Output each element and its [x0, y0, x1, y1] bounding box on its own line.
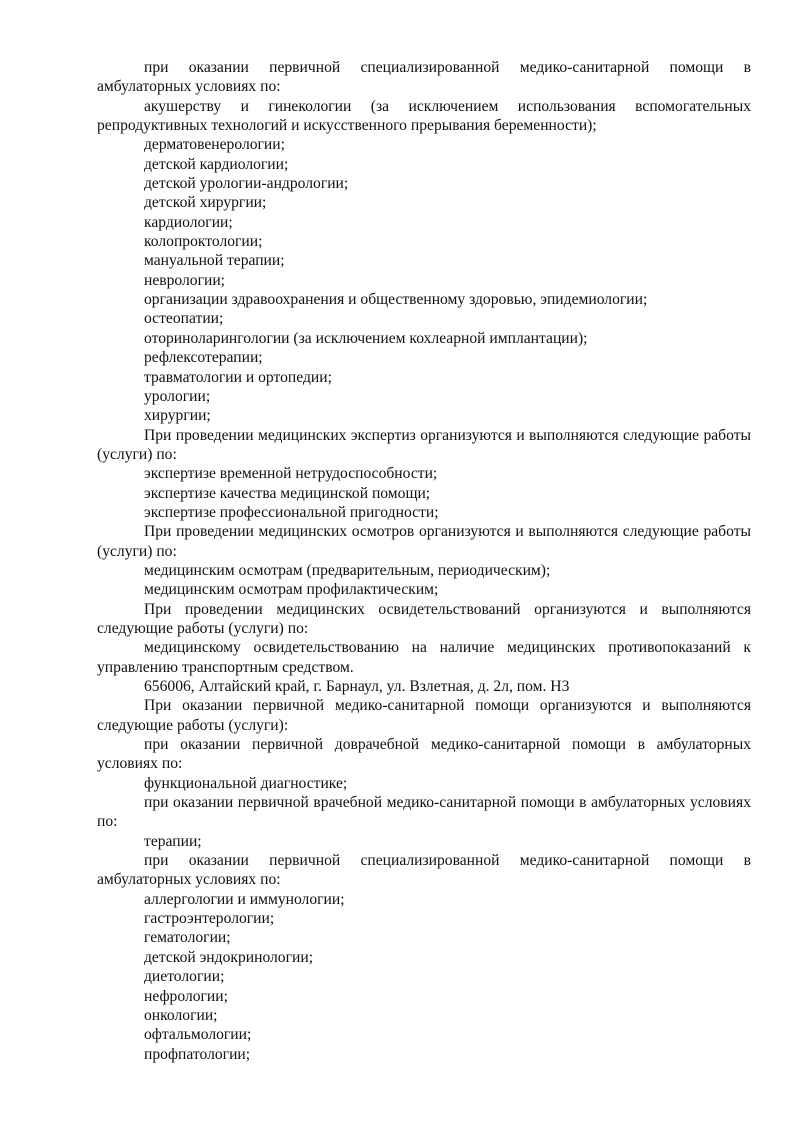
- list-item: детской эндокринологии;: [144, 948, 314, 966]
- list-item: детской кардиологии;: [144, 155, 289, 173]
- list-item: оториноларингологии (за исключением кохлеарной имплантации);: [144, 329, 588, 347]
- list-item: медицинским осмотрам (предварительным, периодическим);: [144, 561, 551, 579]
- list-item: гематологии;: [144, 929, 231, 947]
- list-item: профпатологии;: [144, 1045, 251, 1063]
- list-item: детской урологии-андрологии;: [144, 175, 349, 193]
- list-item: нефрологии;: [144, 987, 228, 1005]
- list-item: терапии;: [144, 832, 202, 850]
- list-item: хирургии;: [144, 407, 211, 425]
- list-item: диетологии;: [144, 968, 225, 986]
- list-item: дерматовенерологии;: [144, 136, 285, 154]
- list-item: кардиологии;: [144, 213, 233, 231]
- section-intro-expertise: При проведении медицинских экспертиз организуются и выполняются следующие работы (услуги) по:: [97, 426, 751, 463]
- section-intro-examinations: При проведении медицинских осмотров организуются и выполняются следующие работы (услуги) по:: [97, 523, 751, 560]
- subsection-intro-specialized: при оказании первичной специализированной медико-санитарной помощи в амбулаторных условиях по:: [97, 852, 751, 889]
- list-item: гастроэнтерологии;: [144, 910, 275, 928]
- list-item: детской хирургии;: [144, 194, 267, 212]
- list-item: колопроктологии;: [144, 233, 263, 251]
- list-item: мануальной терапии;: [144, 252, 285, 270]
- list-item: функциональной диагностике;: [144, 774, 348, 792]
- paragraph-0: при оказании первичной специализированной медико-санитарной помощи в амбулаторных условиях по:: [97, 59, 751, 96]
- list-item: онкологии;: [144, 1006, 218, 1024]
- section-intro-certification: При проведении медицинских освидетельствований организуются и выполняются следующие работы (услуги) по:: [97, 600, 751, 637]
- list-item: организации здравоохранения и общественному здоровью, эпидемиологии;: [144, 291, 648, 309]
- address-line: 656006, Алтайский край, г. Барнаул, ул. Взлетная, д. 2л, пом. Н3: [144, 678, 570, 695]
- list-item: рефлексотерапии;: [144, 349, 263, 367]
- paragraph-1: акушерству и гинекологии (за исключением использования вспомогательных репродуктивных технологий и искусственного прерывания беременности);: [97, 97, 751, 135]
- list-item: экспертизе качества медицинской помощи;: [144, 484, 431, 502]
- list-item: экспертизе временной нетрудоспособности;: [144, 465, 438, 483]
- subsection-intro-prephysician: при оказании первичной доврачебной медико-санитарной помощи в амбулаторных условиях по:: [97, 736, 751, 773]
- list-item: офтальмологии;: [144, 1026, 252, 1044]
- document-page: [97, 58, 751, 1064]
- list-item: неврологии;: [144, 271, 226, 289]
- list-item: аллергологии и иммунологии;: [144, 890, 345, 908]
- list-item: медицинским осмотрам профилактическим;: [144, 581, 439, 599]
- list-item: остеопатии;: [144, 310, 224, 328]
- list-item: экспертизе профессиональной пригодности;: [144, 503, 439, 521]
- subsection-intro-physician: при оказании первичной врачебной медико-санитарной помощи в амбулаторных условиях по:: [97, 794, 751, 831]
- list-item: урологии;: [144, 387, 211, 405]
- list-item: травматологии и ортопедии;: [144, 368, 332, 386]
- section-intro-primary-care: При оказании первичной медико-санитарной помощи организуются и выполняются следующие работы (услуги):: [97, 697, 751, 734]
- list-item: медицинскому освидетельствованию на наличие медицинских противопоказаний к управлению транспортным средством.: [97, 639, 751, 676]
